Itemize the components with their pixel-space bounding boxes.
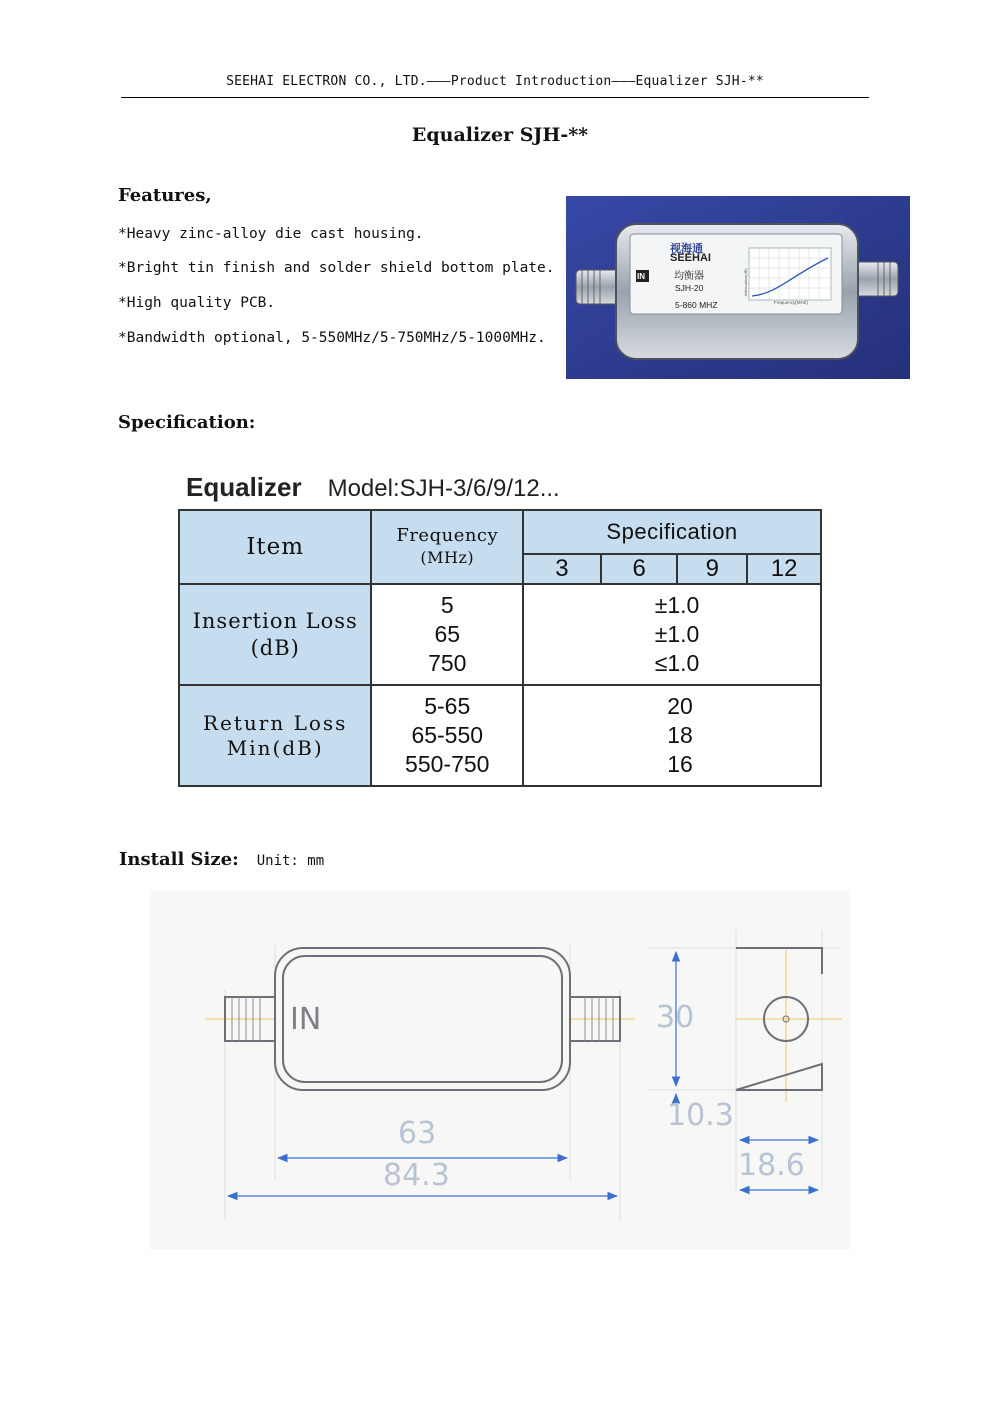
dim-offset: 10.3 xyxy=(667,1098,734,1133)
photo-range: 5-860 MHZ xyxy=(675,300,718,310)
drawing-port-label: IN xyxy=(290,1002,322,1037)
feature-item: *High quality PCB. xyxy=(118,295,276,311)
return-loss-values: 20 18 16 xyxy=(523,685,821,786)
col-header-item: Item xyxy=(179,510,371,584)
dim-height: 30 xyxy=(656,1000,695,1035)
dimension-drawing xyxy=(150,890,850,1250)
feature-item: *Bandwidth optional, 5-550MHz/5-750MHz/5-1000MHz. xyxy=(118,330,546,346)
photo-port-label: IN xyxy=(637,272,645,281)
page-title: Equalizer SJH-** xyxy=(411,124,589,146)
spec-model: Model:SJH-3/6/9/12... xyxy=(327,475,560,502)
return-loss-frequencies: 5-65 65-550 550-750 xyxy=(371,685,523,786)
insertion-loss-frequencies: 5 65 750 xyxy=(371,584,523,685)
photo-model: SJH-20 xyxy=(675,283,704,293)
photo-graph-ylabel: Attenuation(dB) xyxy=(743,268,748,296)
header-company: SEEHAI ELECTRON CO., LTD. xyxy=(226,74,427,89)
install-unit: Unit: mm xyxy=(256,853,325,869)
variant-cell: 6 xyxy=(601,554,678,584)
feature-item: *Heavy zinc-alloy die cast housing. xyxy=(118,226,424,242)
features-heading: Features, xyxy=(118,185,212,206)
variant-cell: 12 xyxy=(747,554,821,584)
header-section: Product Introduction xyxy=(450,74,612,89)
photo-graph-xlabel: Frequency(MHZ) xyxy=(774,300,809,305)
spec-table-heading xyxy=(186,472,560,503)
row-return-loss-label: Return Loss Min(dB) xyxy=(179,685,371,786)
variant-cell: 9 xyxy=(677,554,747,584)
dim-depth: 18.6 xyxy=(738,1148,805,1183)
install-size-heading: Install Size: Unit: mm xyxy=(119,849,325,870)
product-photo xyxy=(566,196,910,379)
page-header: SEEHAI ELECTRON CO., LTD.———Product Introduction———Equalizer SJH-** xyxy=(226,74,764,89)
header-product: Equalizer SJH-** xyxy=(635,74,764,89)
specification-heading: Specification: xyxy=(118,412,256,433)
col-header-frequency: Frequency (MHz) xyxy=(371,510,523,584)
col-header-specification: Specification xyxy=(523,510,821,554)
insertion-loss-values: ±1.0 ±1.0 ≤1.0 xyxy=(523,584,821,685)
dim-overall-length: 84.3 xyxy=(383,1158,450,1193)
photo-brand-cn: 视海通 xyxy=(670,242,703,255)
row-insertion-loss-label: Insertion Loss (dB) xyxy=(179,584,371,685)
specification-table xyxy=(178,509,822,787)
feature-item: *Bright tin finish and solder shield bottom plate. xyxy=(118,260,555,276)
header-rule xyxy=(121,97,869,98)
spec-product-name: Equalizer xyxy=(186,472,302,502)
photo-brand: SEEHAI xyxy=(670,252,711,264)
dim-body-length: 63 xyxy=(398,1116,437,1151)
install-drawing xyxy=(150,890,850,1250)
photo-name-cn: 均衡器 xyxy=(674,271,704,282)
variant-cell: 3 xyxy=(523,554,601,584)
